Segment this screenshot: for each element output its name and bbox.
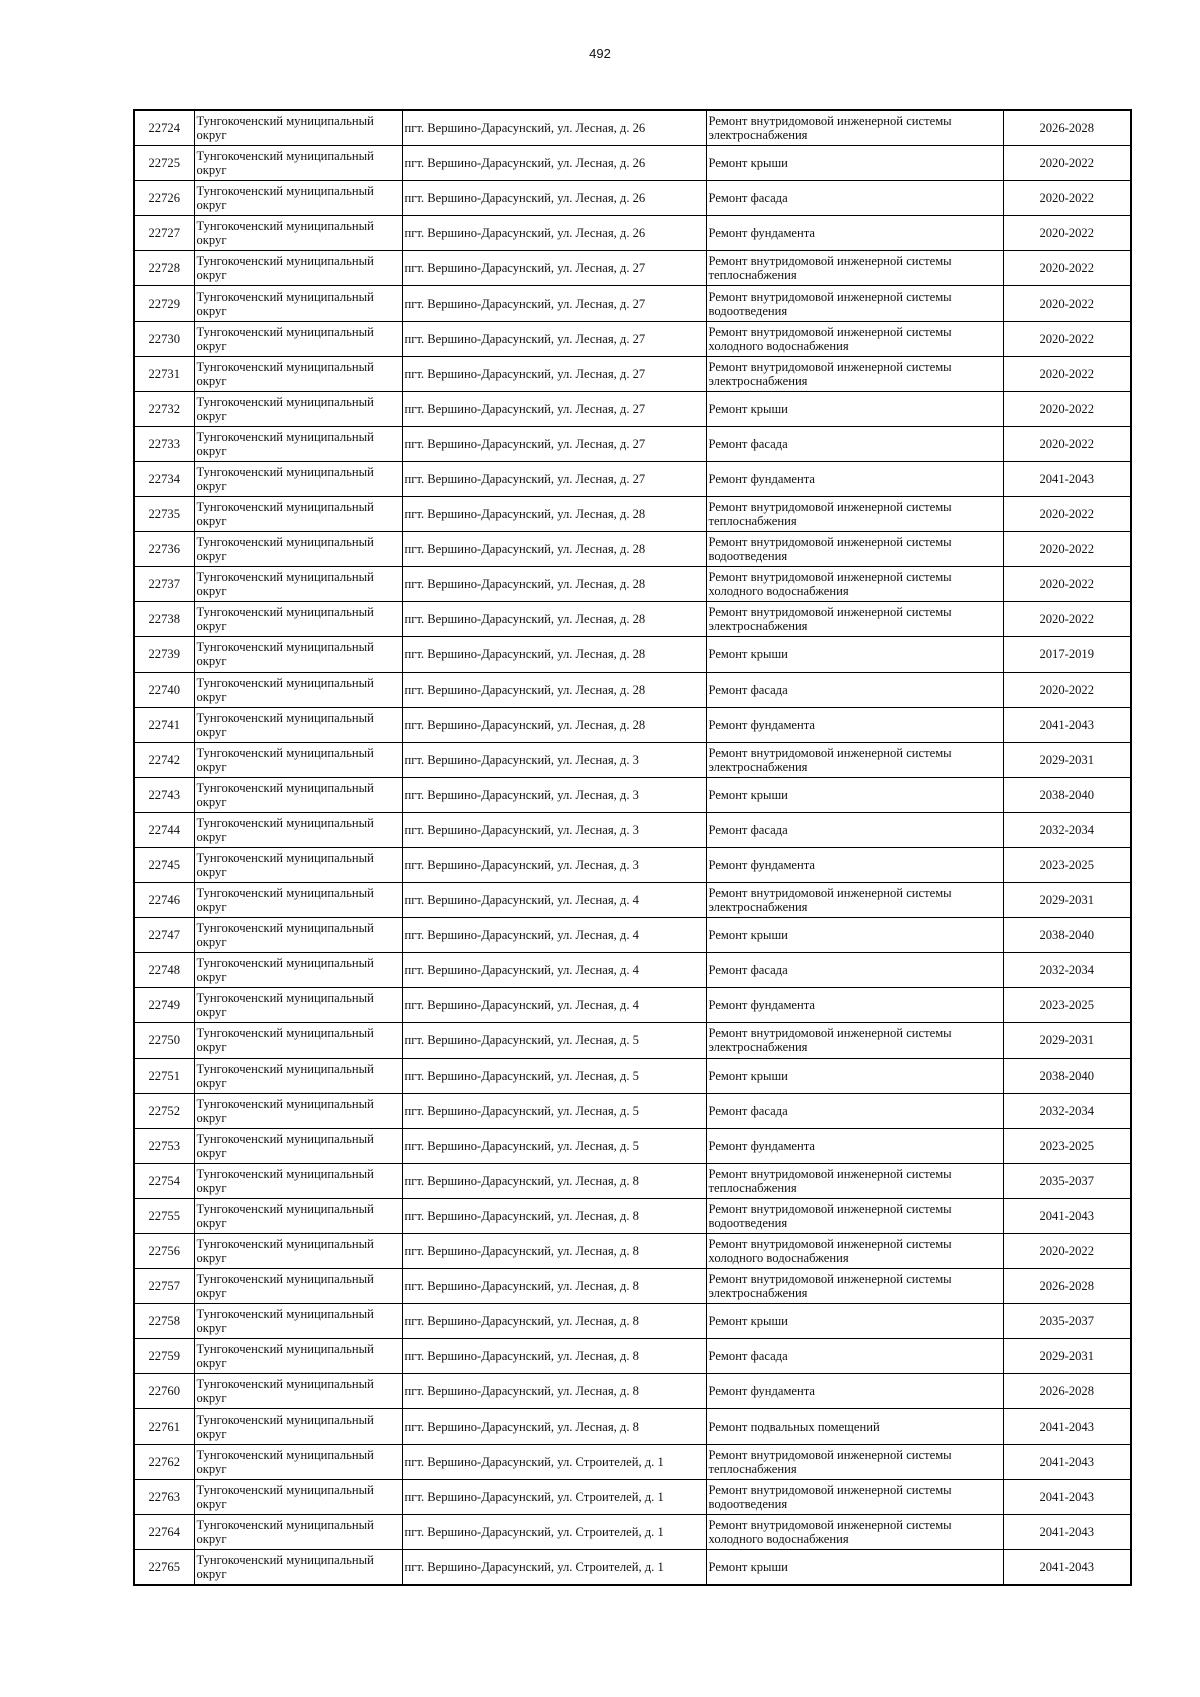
work-type-cell: Ремонт крыши <box>706 146 1003 181</box>
period-cell: 2020-2022 <box>1003 426 1131 461</box>
work-type-cell: Ремонт фасада <box>706 672 1003 707</box>
municipality-cell: Тунгокоченский муниципальный округ <box>194 847 402 882</box>
table-row <box>134 146 1131 181</box>
period-cell: 2020-2022 <box>1003 356 1131 391</box>
period-cell: 2020-2022 <box>1003 391 1131 426</box>
address-cell: пгт. Вершино-Дарасунский, ул. Лесная, д. 26 <box>402 216 706 251</box>
row-number-cell: 22765 <box>134 1549 194 1585</box>
table-row <box>134 321 1131 356</box>
period-cell: 2020-2022 <box>1003 251 1131 286</box>
address-cell: пгт. Вершино-Дарасунский, ул. Лесная, д. 8 <box>402 1304 706 1339</box>
row-number-cell: 22743 <box>134 777 194 812</box>
municipality-cell: Тунгокоченский муниципальный округ <box>194 146 402 181</box>
work-type-cell: Ремонт внутридомовой инженерной системы электроснабжения <box>706 1023 1003 1058</box>
work-type-cell: Ремонт внутридомовой инженерной системы электроснабжения <box>706 602 1003 637</box>
row-number-cell: 22751 <box>134 1058 194 1093</box>
period-cell: 2017-2019 <box>1003 637 1131 672</box>
municipality-cell: Тунгокоченский муниципальный округ <box>194 1339 402 1374</box>
period-cell: 2023-2025 <box>1003 988 1131 1023</box>
period-cell: 2029-2031 <box>1003 883 1131 918</box>
table-row <box>134 461 1131 496</box>
municipality-cell: Тунгокоченский муниципальный округ <box>194 1514 402 1549</box>
address-cell: пгт. Вершино-Дарасунский, ул. Лесная, д. 4 <box>402 883 706 918</box>
address-cell: пгт. Вершино-Дарасунский, ул. Лесная, д. 26 <box>402 146 706 181</box>
row-number-cell: 22734 <box>134 461 194 496</box>
work-type-cell: Ремонт крыши <box>706 637 1003 672</box>
work-type-cell: Ремонт внутридомовой инженерной системы электроснабжения <box>706 742 1003 777</box>
work-type-cell: Ремонт внутридомовой инженерной системы теплоснабжения <box>706 1444 1003 1479</box>
municipality-cell: Тунгокоченский муниципальный округ <box>194 1058 402 1093</box>
row-number-cell: 22761 <box>134 1409 194 1444</box>
municipality-cell: Тунгокоченский муниципальный округ <box>194 1234 402 1269</box>
municipality-cell: Тунгокоченский муниципальный округ <box>194 181 402 216</box>
address-cell: пгт. Вершино-Дарасунский, ул. Лесная, д. 27 <box>402 391 706 426</box>
row-number-cell: 22744 <box>134 812 194 847</box>
municipality-cell: Тунгокоченский муниципальный округ <box>194 1023 402 1058</box>
work-type-cell: Ремонт крыши <box>706 1304 1003 1339</box>
row-number-cell: 22749 <box>134 988 194 1023</box>
row-number-cell: 22763 <box>134 1479 194 1514</box>
municipality-cell: Тунгокоченский муниципальный округ <box>194 953 402 988</box>
municipality-cell: Тунгокоченский муниципальный округ <box>194 918 402 953</box>
period-cell: 2032-2034 <box>1003 953 1131 988</box>
work-type-cell: Ремонт внутридомовой инженерной системы холодного водоснабжения <box>706 1234 1003 1269</box>
work-type-cell: Ремонт крыши <box>706 777 1003 812</box>
row-number-cell: 22760 <box>134 1374 194 1409</box>
municipality-cell: Тунгокоченский муниципальный округ <box>194 1093 402 1128</box>
table-row <box>134 1374 1131 1409</box>
period-cell: 2041-2043 <box>1003 1514 1131 1549</box>
address-cell: пгт. Вершино-Дарасунский, ул. Лесная, д. 8 <box>402 1374 706 1409</box>
municipality-cell: Тунгокоченский муниципальный округ <box>194 812 402 847</box>
address-cell: пгт. Вершино-Дарасунский, ул. Лесная, д. 3 <box>402 742 706 777</box>
municipality-cell: Тунгокоченский муниципальный округ <box>194 777 402 812</box>
period-cell: 2041-2043 <box>1003 461 1131 496</box>
period-cell: 2029-2031 <box>1003 1023 1131 1058</box>
period-cell: 2041-2043 <box>1003 1479 1131 1514</box>
repair-schedule-table <box>133 109 1132 1586</box>
address-cell: пгт. Вершино-Дарасунский, ул. Лесная, д. 28 <box>402 602 706 637</box>
period-cell: 2041-2043 <box>1003 1444 1131 1479</box>
period-cell: 2023-2025 <box>1003 847 1131 882</box>
address-cell: пгт. Вершино-Дарасунский, ул. Строителей, д. 1 <box>402 1514 706 1549</box>
table-row <box>134 1058 1131 1093</box>
row-number-cell: 22730 <box>134 321 194 356</box>
period-cell: 2020-2022 <box>1003 567 1131 602</box>
address-cell: пгт. Вершино-Дарасунский, ул. Лесная, д. 5 <box>402 1058 706 1093</box>
address-cell: пгт. Вершино-Дарасунский, ул. Лесная, д. 28 <box>402 497 706 532</box>
table-row <box>134 1093 1131 1128</box>
table-row <box>134 426 1131 461</box>
row-number-cell: 22757 <box>134 1269 194 1304</box>
row-number-cell: 22725 <box>134 146 194 181</box>
table-row <box>134 110 1131 146</box>
row-number-cell: 22727 <box>134 216 194 251</box>
address-cell: пгт. Вершино-Дарасунский, ул. Лесная, д. 27 <box>402 356 706 391</box>
table-row <box>134 953 1131 988</box>
period-cell: 2032-2034 <box>1003 1093 1131 1128</box>
address-cell: пгт. Вершино-Дарасунский, ул. Лесная, д. 4 <box>402 988 706 1023</box>
table-row <box>134 1304 1131 1339</box>
period-cell: 2020-2022 <box>1003 497 1131 532</box>
municipality-cell: Тунгокоченский муниципальный округ <box>194 1409 402 1444</box>
address-cell: пгт. Вершино-Дарасунский, ул. Лесная, д. 28 <box>402 637 706 672</box>
work-type-cell: Ремонт фундамента <box>706 847 1003 882</box>
municipality-cell: Тунгокоченский муниципальный округ <box>194 637 402 672</box>
period-cell: 2032-2034 <box>1003 812 1131 847</box>
table-row <box>134 286 1131 321</box>
municipality-cell: Тунгокоченский муниципальный округ <box>194 1198 402 1233</box>
address-cell: пгт. Вершино-Дарасунский, ул. Лесная, д. 5 <box>402 1128 706 1163</box>
work-type-cell: Ремонт крыши <box>706 1058 1003 1093</box>
work-type-cell: Ремонт внутридомовой инженерной системы электроснабжения <box>706 356 1003 391</box>
row-number-cell: 22724 <box>134 110 194 146</box>
work-type-cell: Ремонт фундамента <box>706 216 1003 251</box>
table-row <box>134 567 1131 602</box>
table-row <box>134 988 1131 1023</box>
municipality-cell: Тунгокоченский муниципальный округ <box>194 321 402 356</box>
row-number-cell: 22762 <box>134 1444 194 1479</box>
period-cell: 2038-2040 <box>1003 918 1131 953</box>
row-number-cell: 22764 <box>134 1514 194 1549</box>
table-row <box>134 251 1131 286</box>
municipality-cell: Тунгокоченский муниципальный округ <box>194 1374 402 1409</box>
row-number-cell: 22729 <box>134 286 194 321</box>
table-row <box>134 812 1131 847</box>
address-cell: пгт. Вершино-Дарасунский, ул. Лесная, д. 28 <box>402 707 706 742</box>
period-cell: 2026-2028 <box>1003 1269 1131 1304</box>
work-type-cell: Ремонт фундамента <box>706 461 1003 496</box>
row-number-cell: 22745 <box>134 847 194 882</box>
work-type-cell: Ремонт фасада <box>706 181 1003 216</box>
table-row <box>134 707 1131 742</box>
address-cell: пгт. Вершино-Дарасунский, ул. Лесная, д. 28 <box>402 532 706 567</box>
period-cell: 2029-2031 <box>1003 742 1131 777</box>
period-cell: 2035-2037 <box>1003 1304 1131 1339</box>
table-row <box>134 1339 1131 1374</box>
period-cell: 2020-2022 <box>1003 321 1131 356</box>
period-cell: 2041-2043 <box>1003 707 1131 742</box>
address-cell: пгт. Вершино-Дарасунский, ул. Лесная, д. 27 <box>402 321 706 356</box>
municipality-cell: Тунгокоченский муниципальный округ <box>194 988 402 1023</box>
address-cell: пгт. Вершино-Дарасунский, ул. Лесная, д. 8 <box>402 1339 706 1374</box>
period-cell: 2020-2022 <box>1003 286 1131 321</box>
table-row <box>134 1444 1131 1479</box>
table-row <box>134 1163 1131 1198</box>
row-number-cell: 22759 <box>134 1339 194 1374</box>
table-row <box>134 742 1131 777</box>
period-cell: 2041-2043 <box>1003 1549 1131 1585</box>
row-number-cell: 22755 <box>134 1198 194 1233</box>
work-type-cell: Ремонт внутридомовой инженерной системы теплоснабжения <box>706 1163 1003 1198</box>
period-cell: 2029-2031 <box>1003 1339 1131 1374</box>
row-number-cell: 22742 <box>134 742 194 777</box>
row-number-cell: 22733 <box>134 426 194 461</box>
table-row <box>134 391 1131 426</box>
row-number-cell: 22746 <box>134 883 194 918</box>
period-cell: 2038-2040 <box>1003 1058 1131 1093</box>
period-cell: 2041-2043 <box>1003 1198 1131 1233</box>
municipality-cell: Тунгокоченский муниципальный округ <box>194 356 402 391</box>
work-type-cell: Ремонт внутридомовой инженерной системы холодного водоснабжения <box>706 1514 1003 1549</box>
work-type-cell: Ремонт внутридомовой инженерной системы водоотведения <box>706 1479 1003 1514</box>
municipality-cell: Тунгокоченский муниципальный округ <box>194 391 402 426</box>
municipality-cell: Тунгокоченский муниципальный округ <box>194 497 402 532</box>
work-type-cell: Ремонт фундамента <box>706 1128 1003 1163</box>
address-cell: пгт. Вершино-Дарасунский, ул. Строителей, д. 1 <box>402 1479 706 1514</box>
work-type-cell: Ремонт внутридомовой инженерной системы холодного водоснабжения <box>706 321 1003 356</box>
address-cell: пгт. Вершино-Дарасунский, ул. Строителей, д. 1 <box>402 1549 706 1585</box>
row-number-cell: 22756 <box>134 1234 194 1269</box>
work-type-cell: Ремонт крыши <box>706 391 1003 426</box>
table-row <box>134 1128 1131 1163</box>
table-row <box>134 1023 1131 1058</box>
table-row <box>134 777 1131 812</box>
address-cell: пгт. Вершино-Дарасунский, ул. Лесная, д. 8 <box>402 1163 706 1198</box>
table-row <box>134 532 1131 567</box>
row-number-cell: 22737 <box>134 567 194 602</box>
municipality-cell: Тунгокоченский муниципальный округ <box>194 426 402 461</box>
table-row <box>134 637 1131 672</box>
municipality-cell: Тунгокоченский муниципальный округ <box>194 110 402 146</box>
row-number-cell: 22740 <box>134 672 194 707</box>
table-body <box>134 110 1131 1585</box>
address-cell: пгт. Вершино-Дарасунский, ул. Лесная, д. 8 <box>402 1198 706 1233</box>
table-row <box>134 1514 1131 1549</box>
work-type-cell: Ремонт фундамента <box>706 707 1003 742</box>
row-number-cell: 22732 <box>134 391 194 426</box>
work-type-cell: Ремонт фасада <box>706 812 1003 847</box>
period-cell: 2020-2022 <box>1003 1234 1131 1269</box>
address-cell: пгт. Вершино-Дарасунский, ул. Лесная, д. 8 <box>402 1234 706 1269</box>
municipality-cell: Тунгокоченский муниципальный округ <box>194 883 402 918</box>
period-cell: 2026-2028 <box>1003 110 1131 146</box>
row-number-cell: 22731 <box>134 356 194 391</box>
work-type-cell: Ремонт внутридомовой инженерной системы водоотведения <box>706 1198 1003 1233</box>
work-type-cell: Ремонт фасада <box>706 1339 1003 1374</box>
table-row <box>134 1549 1131 1585</box>
row-number-cell: 22753 <box>134 1128 194 1163</box>
row-number-cell: 22750 <box>134 1023 194 1058</box>
period-cell: 2026-2028 <box>1003 1374 1131 1409</box>
address-cell: пгт. Вершино-Дарасунский, ул. Лесная, д. 8 <box>402 1269 706 1304</box>
municipality-cell: Тунгокоченский муниципальный округ <box>194 1163 402 1198</box>
table-row <box>134 356 1131 391</box>
table-row <box>134 1269 1131 1304</box>
address-cell: пгт. Вершино-Дарасунский, ул. Лесная, д. 26 <box>402 181 706 216</box>
work-type-cell: Ремонт фасада <box>706 953 1003 988</box>
work-type-cell: Ремонт внутридомовой инженерной системы теплоснабжения <box>706 497 1003 532</box>
work-type-cell: Ремонт внутридомовой инженерной системы водоотведения <box>706 532 1003 567</box>
period-cell: 2020-2022 <box>1003 532 1131 567</box>
address-cell: пгт. Вершино-Дарасунский, ул. Лесная, д. 3 <box>402 847 706 882</box>
address-cell: пгт. Вершино-Дарасунский, ул. Лесная, д. 5 <box>402 1093 706 1128</box>
period-cell: 2038-2040 <box>1003 777 1131 812</box>
table-row <box>134 918 1131 953</box>
period-cell: 2020-2022 <box>1003 146 1131 181</box>
period-cell: 2020-2022 <box>1003 216 1131 251</box>
table-row <box>134 1198 1131 1233</box>
work-type-cell: Ремонт фасада <box>706 1093 1003 1128</box>
address-cell: пгт. Вершино-Дарасунский, ул. Лесная, д. 4 <box>402 953 706 988</box>
work-type-cell: Ремонт фундамента <box>706 988 1003 1023</box>
row-number-cell: 22735 <box>134 497 194 532</box>
municipality-cell: Тунгокоченский муниципальный округ <box>194 1549 402 1585</box>
table-row <box>134 672 1131 707</box>
table-row <box>134 883 1131 918</box>
address-cell: пгт. Вершино-Дарасунский, ул. Лесная, д. 4 <box>402 918 706 953</box>
address-cell: пгт. Вершино-Дарасунский, ул. Лесная, д. 27 <box>402 426 706 461</box>
municipality-cell: Тунгокоченский муниципальный округ <box>194 1479 402 1514</box>
table-row <box>134 847 1131 882</box>
municipality-cell: Тунгокоченский муниципальный округ <box>194 461 402 496</box>
address-cell: пгт. Вершино-Дарасунский, ул. Строителей, д. 1 <box>402 1444 706 1479</box>
work-type-cell: Ремонт подвальных помещений <box>706 1409 1003 1444</box>
address-cell: пгт. Вершино-Дарасунский, ул. Лесная, д. 8 <box>402 1409 706 1444</box>
page-number: 492 <box>589 46 611 61</box>
table-row <box>134 497 1131 532</box>
row-number-cell: 22747 <box>134 918 194 953</box>
work-type-cell: Ремонт крыши <box>706 918 1003 953</box>
municipality-cell: Тунгокоченский муниципальный округ <box>194 567 402 602</box>
municipality-cell: Тунгокоченский муниципальный округ <box>194 707 402 742</box>
address-cell: пгт. Вершино-Дарасунский, ул. Лесная, д. 27 <box>402 461 706 496</box>
row-number-cell: 22736 <box>134 532 194 567</box>
address-cell: пгт. Вершино-Дарасунский, ул. Лесная, д. 27 <box>402 251 706 286</box>
period-cell: 2035-2037 <box>1003 1163 1131 1198</box>
table-row <box>134 181 1131 216</box>
address-cell: пгт. Вершино-Дарасунский, ул. Лесная, д. 27 <box>402 286 706 321</box>
period-cell: 2020-2022 <box>1003 602 1131 637</box>
address-cell: пгт. Вершино-Дарасунский, ул. Лесная, д. 28 <box>402 672 706 707</box>
table-row <box>134 1409 1131 1444</box>
row-number-cell: 22758 <box>134 1304 194 1339</box>
row-number-cell: 22738 <box>134 602 194 637</box>
municipality-cell: Тунгокоченский муниципальный округ <box>194 251 402 286</box>
table-row <box>134 1479 1131 1514</box>
work-type-cell: Ремонт крыши <box>706 1549 1003 1585</box>
row-number-cell: 22754 <box>134 1163 194 1198</box>
table-row <box>134 602 1131 637</box>
work-type-cell: Ремонт фундамента <box>706 1374 1003 1409</box>
address-cell: пгт. Вершино-Дарасунский, ул. Лесная, д. 5 <box>402 1023 706 1058</box>
municipality-cell: Тунгокоченский муниципальный округ <box>194 742 402 777</box>
work-type-cell: Ремонт внутридомовой инженерной системы электроснабжения <box>706 883 1003 918</box>
municipality-cell: Тунгокоченский муниципальный округ <box>194 1269 402 1304</box>
row-number-cell: 22726 <box>134 181 194 216</box>
work-type-cell: Ремонт фасада <box>706 426 1003 461</box>
work-type-cell: Ремонт внутридомовой инженерной системы электроснабжения <box>706 1269 1003 1304</box>
municipality-cell: Тунгокоченский муниципальный округ <box>194 216 402 251</box>
municipality-cell: Тунгокоченский муниципальный округ <box>194 1128 402 1163</box>
address-cell: пгт. Вершино-Дарасунский, ул. Лесная, д. 3 <box>402 777 706 812</box>
municipality-cell: Тунгокоченский муниципальный округ <box>194 532 402 567</box>
period-cell: 2020-2022 <box>1003 672 1131 707</box>
table-row <box>134 216 1131 251</box>
municipality-cell: Тунгокоченский муниципальный округ <box>194 602 402 637</box>
period-cell: 2041-2043 <box>1003 1409 1131 1444</box>
municipality-cell: Тунгокоченский муниципальный округ <box>194 1304 402 1339</box>
row-number-cell: 22728 <box>134 251 194 286</box>
address-cell: пгт. Вершино-Дарасунский, ул. Лесная, д. 26 <box>402 110 706 146</box>
row-number-cell: 22741 <box>134 707 194 742</box>
municipality-cell: Тунгокоченский муниципальный округ <box>194 1444 402 1479</box>
row-number-cell: 22752 <box>134 1093 194 1128</box>
row-number-cell: 22748 <box>134 953 194 988</box>
municipality-cell: Тунгокоченский муниципальный округ <box>194 286 402 321</box>
row-number-cell: 22739 <box>134 637 194 672</box>
address-cell: пгт. Вершино-Дарасунский, ул. Лесная, д. 3 <box>402 812 706 847</box>
table-row <box>134 1234 1131 1269</box>
municipality-cell: Тунгокоченский муниципальный округ <box>194 672 402 707</box>
period-cell: 2020-2022 <box>1003 181 1131 216</box>
address-cell: пгт. Вершино-Дарасунский, ул. Лесная, д. 28 <box>402 567 706 602</box>
work-type-cell: Ремонт внутридомовой инженерной системы холодного водоснабжения <box>706 567 1003 602</box>
work-type-cell: Ремонт внутридомовой инженерной системы электроснабжения <box>706 110 1003 146</box>
period-cell: 2023-2025 <box>1003 1128 1131 1163</box>
work-type-cell: Ремонт внутридомовой инженерной системы теплоснабжения <box>706 251 1003 286</box>
work-type-cell: Ремонт внутридомовой инженерной системы водоотведения <box>706 286 1003 321</box>
